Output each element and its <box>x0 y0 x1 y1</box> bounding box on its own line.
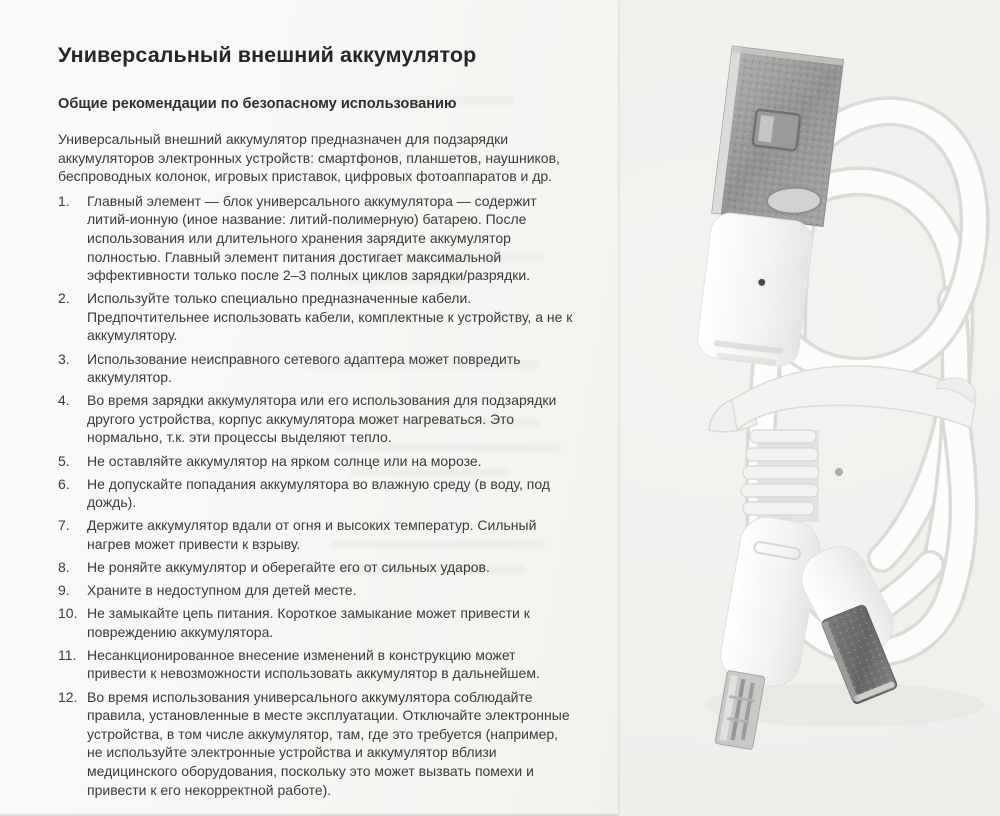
list-item-text: Не оставляйте аккумулятор на ярком солнце или на морозе. <box>87 452 482 469</box>
intro-paragraph: Универсальный внешний аккумулятор предназначен для подзарядки аккумуляторов электронных устройств: смартфонов, планшетов, наушников, беспроводных колонок, игровых приставок, цифровых фотоаппаратов и др. <box>58 131 560 185</box>
list-item-number: 2. <box>58 290 70 307</box>
list-item <box>58 646 574 683</box>
list-item-number: 8. <box>58 558 70 575</box>
list-item-number: 5. <box>58 452 70 469</box>
list-item <box>58 581 574 600</box>
usb-a-metal-shell <box>712 46 844 226</box>
micro-usb-metal-tip <box>715 670 765 749</box>
list-item-number: 7. <box>58 517 70 534</box>
list-item <box>58 688 574 800</box>
list-item-text: Во время использования универсального аккумулятора соблюдайте правила, установленные в месте эксплуатации. Отключайте электронные устройства, в том числе аккумулятор, там, где это требуется (например, не используйте электронные устройства и аккумулятор вблизи медицинского оборудования, поскольку это может вызвать помехи и привести к его некорректной работе). <box>87 688 570 798</box>
list-item-text: Не допускайте попадания аккумулятора во влажную среду (в воду, под дождь). <box>87 475 550 511</box>
list-item-text: Во время зарядки аккумулятора или его использования для подзарядки другого устройства, корпус аккумулятора может нагреваться. Это нормально, т.к. эти процессы выделяют тепло. <box>87 392 557 446</box>
list-item <box>58 289 574 345</box>
list-item-text: Использование неисправного сетевого адаптера может повредить аккумулятор. <box>87 350 521 386</box>
connector-hole <box>835 468 843 476</box>
list-item-number: 3. <box>58 350 70 367</box>
list-item <box>58 475 574 512</box>
list-item-number: 1. <box>58 192 70 209</box>
list-item-text: Используйте только специально предназначенные кабели. Предпочтительнее использовать кабели, комплектные к устройству, а не к аккумулятору. <box>87 290 573 344</box>
list-item-text: Храните в недоступном для детей месте. <box>87 582 357 599</box>
list-item <box>58 350 574 387</box>
list-item <box>58 516 574 553</box>
usb-a-connector <box>694 46 843 369</box>
list-item <box>58 558 574 577</box>
list-item-text: Держите аккумулятор вдали от огня и высоких температур. Сильный нагрев может привести к взрыву. <box>87 517 537 552</box>
list-item-number: 9. <box>58 582 70 599</box>
list-item <box>58 391 574 447</box>
list-item <box>58 604 574 641</box>
usb-a-plastic-body <box>695 211 814 368</box>
list-item-number: 11. <box>58 646 77 663</box>
list-item-text: Несанкционированное внесение изменений в конструкцию может привести к невозможности использовать аккумулятор в дальнейшем. <box>87 646 540 682</box>
list-item-number: 10. <box>58 605 78 622</box>
section-heading: Общие рекомендации по безопасному использованию <box>58 96 457 112</box>
list-item <box>58 452 574 471</box>
list-item-text: Не замыкайте цепь питания. Короткое замыкание может привести к повреждению аккумулятора. <box>87 605 530 640</box>
safety-recommendations-list <box>58 192 574 799</box>
leaflet-content <box>58 42 574 804</box>
list-item-text: Не роняйте аккумулятор и оберегайте его от сильных ударов. <box>87 558 490 575</box>
list-item-number: 6. <box>58 475 70 492</box>
list-item <box>58 192 574 285</box>
page-title: Универсальный внешний аккумулятор <box>58 43 477 67</box>
list-item-number: 4. <box>58 392 70 409</box>
list-item-number: 12. <box>58 688 78 705</box>
list-item-text: Главный элемент — блок универсального аккумулятора — содержит литий-ионную (иное название: литий-полимерную) батарею. После использования или длительного хранения зарядите аккумулятор полностью. Главный элемент питания достигает максимальной эффективности только после 2–3 полных циклов зарядки/разрядки. <box>87 192 537 284</box>
usb-cable-photo <box>600 0 1000 816</box>
